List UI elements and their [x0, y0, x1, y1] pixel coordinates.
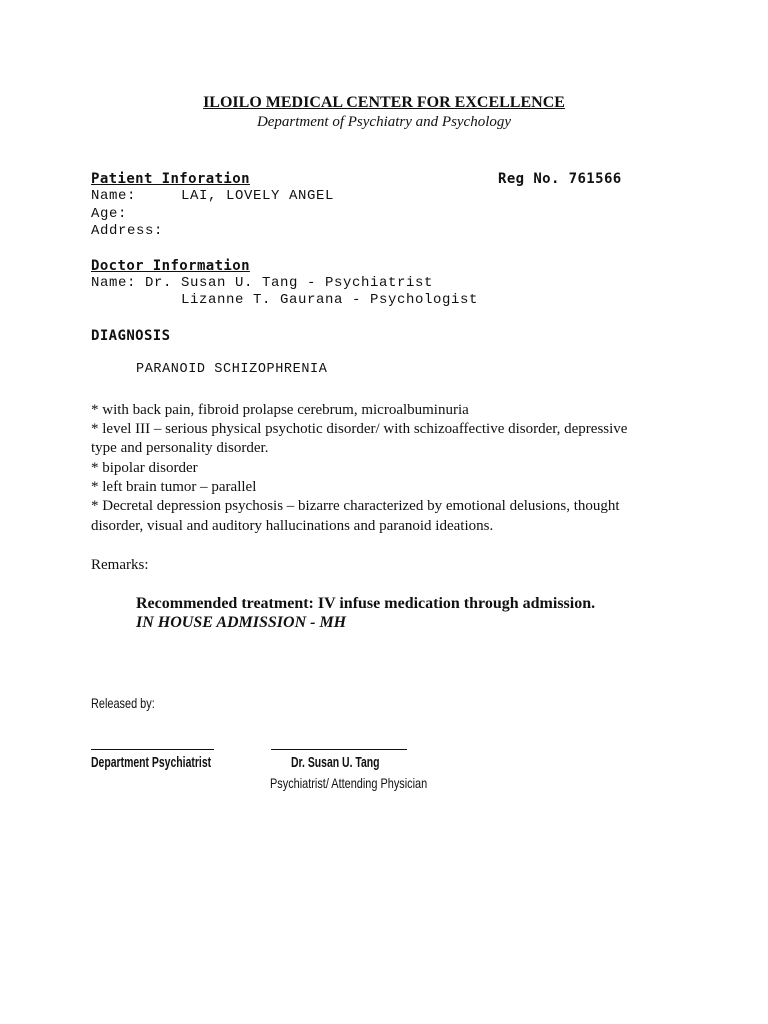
reg-number: Reg No. 761566 [498, 171, 622, 187]
doctor-heading: Doctor Information [91, 258, 250, 274]
doctor-line-2: Lizanne T. Gaurana - Psychologist [181, 292, 479, 308]
diagnosis-heading: DIAGNOSIS [91, 328, 171, 344]
remarks-label: Remarks: [91, 557, 149, 573]
diagnosis-item: type and personality disorder. [91, 440, 269, 456]
diagnosis-item: * left brain tumor – parallel [91, 479, 257, 495]
diagnosis-item: * with back pain, fibroid prolapse cerebrum, microalbuminuria [91, 402, 469, 418]
patient-name-label: Name: [91, 188, 137, 204]
diagnosis-item: disorder, visual and auditory hallucinations and paranoid ideations. [91, 518, 494, 534]
institution-title: ILOILO MEDICAL CENTER FOR EXCELLENCE [203, 94, 565, 111]
doctor-line-1: Name: Dr. Susan U. Tang - Psychiatrist [91, 275, 434, 291]
diagnosis-item: * level III – serious physical psychotic disorder/ with schizoaffective disorder, depressive [91, 421, 628, 437]
signatory-name: Dr. Susan U. Tang [291, 755, 380, 771]
department-subtitle: Department of Psychiatry and Psychology [256, 114, 512, 130]
diagnosis-primary: PARANOID SCHIZOPHRENIA [136, 362, 328, 377]
released-by-label: Released by: [91, 695, 155, 711]
admission-note: IN HOUSE ADMISSION - MH [136, 614, 347, 631]
signature-line-right [271, 749, 407, 750]
department-psychiatrist-title: Department Psychiatrist [91, 755, 212, 771]
patient-age-label: Age: [91, 206, 128, 222]
patient-heading: Patient Inforation [91, 171, 250, 187]
patient-address-label: Address: [91, 223, 164, 239]
recommended-treatment: Recommended treatment: IV infuse medication through admission. [136, 595, 596, 612]
signature-line-left [91, 749, 214, 750]
patient-name-value: LAI, LOVELY ANGEL [181, 188, 335, 204]
signatory-title: Psychiatrist/ Attending Physician [270, 775, 428, 791]
diagnosis-item: * Decretal depression psychosis – bizarre characterized by emotional delusions, thought [91, 498, 620, 514]
diagnosis-item: * bipolar disorder [91, 460, 198, 476]
